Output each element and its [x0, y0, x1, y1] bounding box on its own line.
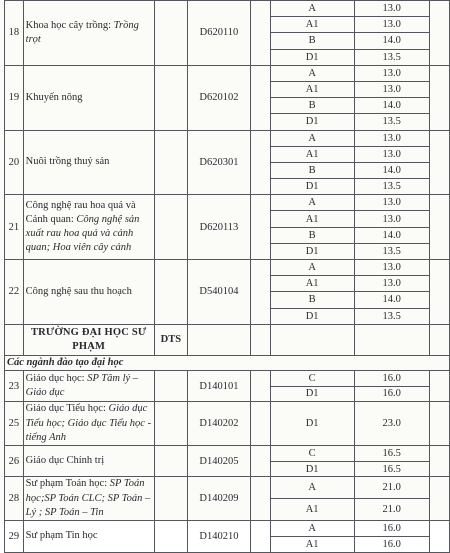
note-cell: [429, 130, 449, 195]
exam-block: A: [270, 65, 354, 81]
empty-cell: [251, 65, 271, 130]
cutoff-score: 14.0: [354, 227, 429, 243]
cutoff-score: 13.0: [354, 65, 429, 81]
exam-block: A1: [270, 499, 354, 521]
cutoff-score: 16.0: [354, 520, 429, 536]
cutoff-score: 13.5: [354, 308, 429, 324]
cutoff-score: 16.5: [354, 445, 429, 461]
empty-cell: [251, 195, 271, 260]
note-cell: [429, 260, 449, 325]
school-code-cell: [154, 65, 187, 130]
exam-block: A1: [270, 81, 354, 97]
exam-block: A: [270, 130, 354, 146]
exam-block: D1: [270, 114, 354, 130]
cutoff-score: 23.0: [354, 402, 429, 446]
table-row: [5, 65, 450, 81]
table-row: [5, 1, 450, 17]
major-name: [23, 477, 154, 521]
exam-block: B: [270, 292, 354, 308]
note-cell: [429, 370, 449, 402]
exam-block: A: [270, 520, 354, 536]
major-specialization: Giáo dục Tiểu học; Giáo dục Tiểu học - tiếng Anh: [25, 403, 152, 443]
school-name: TRƯỜNG ĐẠI HỌC SƯ PHẠM: [23, 324, 154, 355]
table-row: [5, 477, 450, 499]
school-header-row: [5, 324, 450, 355]
table-row: [5, 260, 450, 276]
cutoff-score: 21.0: [354, 499, 429, 521]
exam-block: A1: [270, 146, 354, 162]
cutoff-score: 13.5: [354, 179, 429, 195]
cutoff-score: 13.0: [354, 195, 429, 211]
exam-block: A1: [270, 17, 354, 33]
major-number: 20: [5, 130, 24, 195]
exam-block: B: [270, 162, 354, 178]
school-code-cell: [154, 445, 187, 477]
major-number: 22: [5, 260, 24, 325]
major-name-label: Giáo dục Tiểu học:: [25, 403, 109, 415]
exam-block: A1: [270, 211, 354, 227]
school-code-cell: [154, 370, 187, 402]
exam-block: D1: [270, 49, 354, 65]
major-name: [23, 65, 154, 130]
cutoff-score: 13.5: [354, 114, 429, 130]
major-specialization: SP Tâm lý – Giáo dục: [25, 372, 139, 399]
major-code: D140210: [187, 520, 250, 552]
empty-cell: [354, 324, 429, 355]
major-number: 26: [5, 445, 24, 477]
cutoff-score: 14.0: [354, 33, 429, 49]
cutoff-score: 13.0: [354, 17, 429, 33]
exam-block: A: [270, 477, 354, 499]
cutoff-score: 14.0: [354, 162, 429, 178]
empty-cell: [187, 324, 250, 355]
school-code-cell: [154, 1, 187, 66]
empty-cell: [251, 1, 271, 66]
cutoff-score: 16.0: [354, 370, 429, 386]
major-code: D620113: [187, 195, 250, 260]
exam-block: A1: [270, 536, 354, 552]
empty-cell: [251, 370, 271, 402]
major-specialization: Trồng trọt: [25, 19, 139, 45]
major-code: D620102: [187, 65, 250, 130]
exam-block: B: [270, 227, 354, 243]
cutoff-score: 14.0: [354, 292, 429, 308]
empty-cell: [251, 260, 271, 325]
note-cell: [429, 520, 449, 552]
exam-block: B: [270, 33, 354, 49]
school-code: DTS: [154, 324, 187, 355]
exam-block: A1: [270, 276, 354, 292]
major-name-label: Khoa học cây trồng:: [25, 19, 114, 31]
major-name-label: Giáo dục Chính trị: [25, 455, 105, 467]
exam-block: A: [270, 260, 354, 276]
cutoff-score: 16.0: [354, 536, 429, 552]
major-name-label: Khuyến nông: [25, 91, 83, 103]
cutoff-score: 13.0: [354, 276, 429, 292]
empty-cell: [5, 324, 24, 355]
table-row: [5, 445, 450, 461]
major-code: D140209: [187, 477, 250, 521]
cutoff-score: 13.5: [354, 243, 429, 259]
empty-cell: [251, 130, 271, 195]
major-name: [23, 260, 154, 325]
cutoff-score: 16.0: [354, 386, 429, 402]
major-code: D140101: [187, 370, 250, 402]
empty-cell: [251, 477, 271, 521]
cutoff-score: 13.0: [354, 130, 429, 146]
table-row: [5, 195, 450, 211]
cutoff-score: 13.0: [354, 146, 429, 162]
major-name-label: Sư phạm Toán học:: [25, 478, 110, 490]
major-number: 25: [5, 402, 24, 446]
exam-block: D1: [270, 386, 354, 402]
major-name-label: Nuôi trồng thuỷ sản: [25, 156, 110, 168]
empty-cell: [251, 520, 271, 552]
cutoff-score: 13.0: [354, 81, 429, 97]
exam-block: C: [270, 445, 354, 461]
major-specialization: Công nghệ sản xuất rau hoa quả và cảnh quan; Hoa viên cây cảnh: [25, 213, 140, 254]
major-number: 18: [5, 1, 24, 66]
exam-block: D1: [270, 308, 354, 324]
note-cell: [429, 65, 449, 130]
note-cell: [429, 1, 449, 66]
major-specialization: SP Toán học;SP Toán CLC; SP Toán – Lý ; SP Toán – Tin: [25, 478, 151, 518]
exam-block: B: [270, 98, 354, 114]
exam-block: D1: [270, 461, 354, 477]
section-row: [5, 355, 450, 370]
note-cell: [429, 477, 449, 521]
major-code: D540104: [187, 260, 250, 325]
cutoff-score: 21.0: [354, 477, 429, 499]
major-number: 23: [5, 370, 24, 402]
cutoff-score: 14.0: [354, 98, 429, 114]
school-code-cell: [154, 130, 187, 195]
major-name: [23, 130, 154, 195]
empty-cell: [251, 402, 271, 446]
cutoff-score: 13.0: [354, 260, 429, 276]
major-number: 19: [5, 65, 24, 130]
cutoff-score: 13.0: [354, 211, 429, 227]
exam-block: A: [270, 195, 354, 211]
empty-cell: [270, 324, 354, 355]
cutoff-score: 16.5: [354, 461, 429, 477]
exam-block: D1: [270, 243, 354, 259]
exam-block: A: [270, 1, 354, 17]
major-code: D620301: [187, 130, 250, 195]
exam-block: C: [270, 370, 354, 386]
major-name-label: Sư phạm Tin học: [25, 530, 98, 542]
major-name-label: Giáo dục học:: [25, 372, 88, 384]
major-name: [23, 370, 154, 402]
exam-block: D1: [270, 402, 354, 446]
major-name-label: Công nghệ sau thu hoạch: [25, 285, 132, 297]
school-code-cell: [154, 477, 187, 521]
school-code-cell: [154, 402, 187, 446]
major-number: 29: [5, 520, 24, 552]
major-code: D140202: [187, 402, 250, 446]
empty-cell: [251, 445, 271, 477]
note-cell: [429, 402, 449, 446]
note-cell: [429, 445, 449, 477]
cutoff-score: 13.5: [354, 49, 429, 65]
admission-score-table: [4, 0, 450, 553]
cutoff-score: 13.0: [354, 1, 429, 17]
empty-cell: [251, 324, 271, 355]
major-name: [23, 1, 154, 66]
table-row: [5, 402, 450, 446]
section-title: Các ngành đào tạo đại học: [5, 355, 450, 370]
empty-cell: [429, 324, 449, 355]
exam-block: D1: [270, 179, 354, 195]
major-name: [23, 195, 154, 260]
major-number: 21: [5, 195, 24, 260]
major-name-label: Công nghệ rau hoa quả và Cảnh quan:: [25, 199, 136, 225]
major-code: D140205: [187, 445, 250, 477]
table-row: [5, 370, 450, 386]
table-row: [5, 130, 450, 146]
major-name: [23, 445, 154, 477]
major-code: D620110: [187, 1, 250, 66]
major-name: [23, 402, 154, 446]
table-row: [5, 520, 450, 536]
school-code-cell: [154, 195, 187, 260]
major-name: [23, 520, 154, 552]
major-number: 28: [5, 477, 24, 521]
note-cell: [429, 195, 449, 260]
school-code-cell: [154, 520, 187, 552]
school-code-cell: [154, 260, 187, 325]
